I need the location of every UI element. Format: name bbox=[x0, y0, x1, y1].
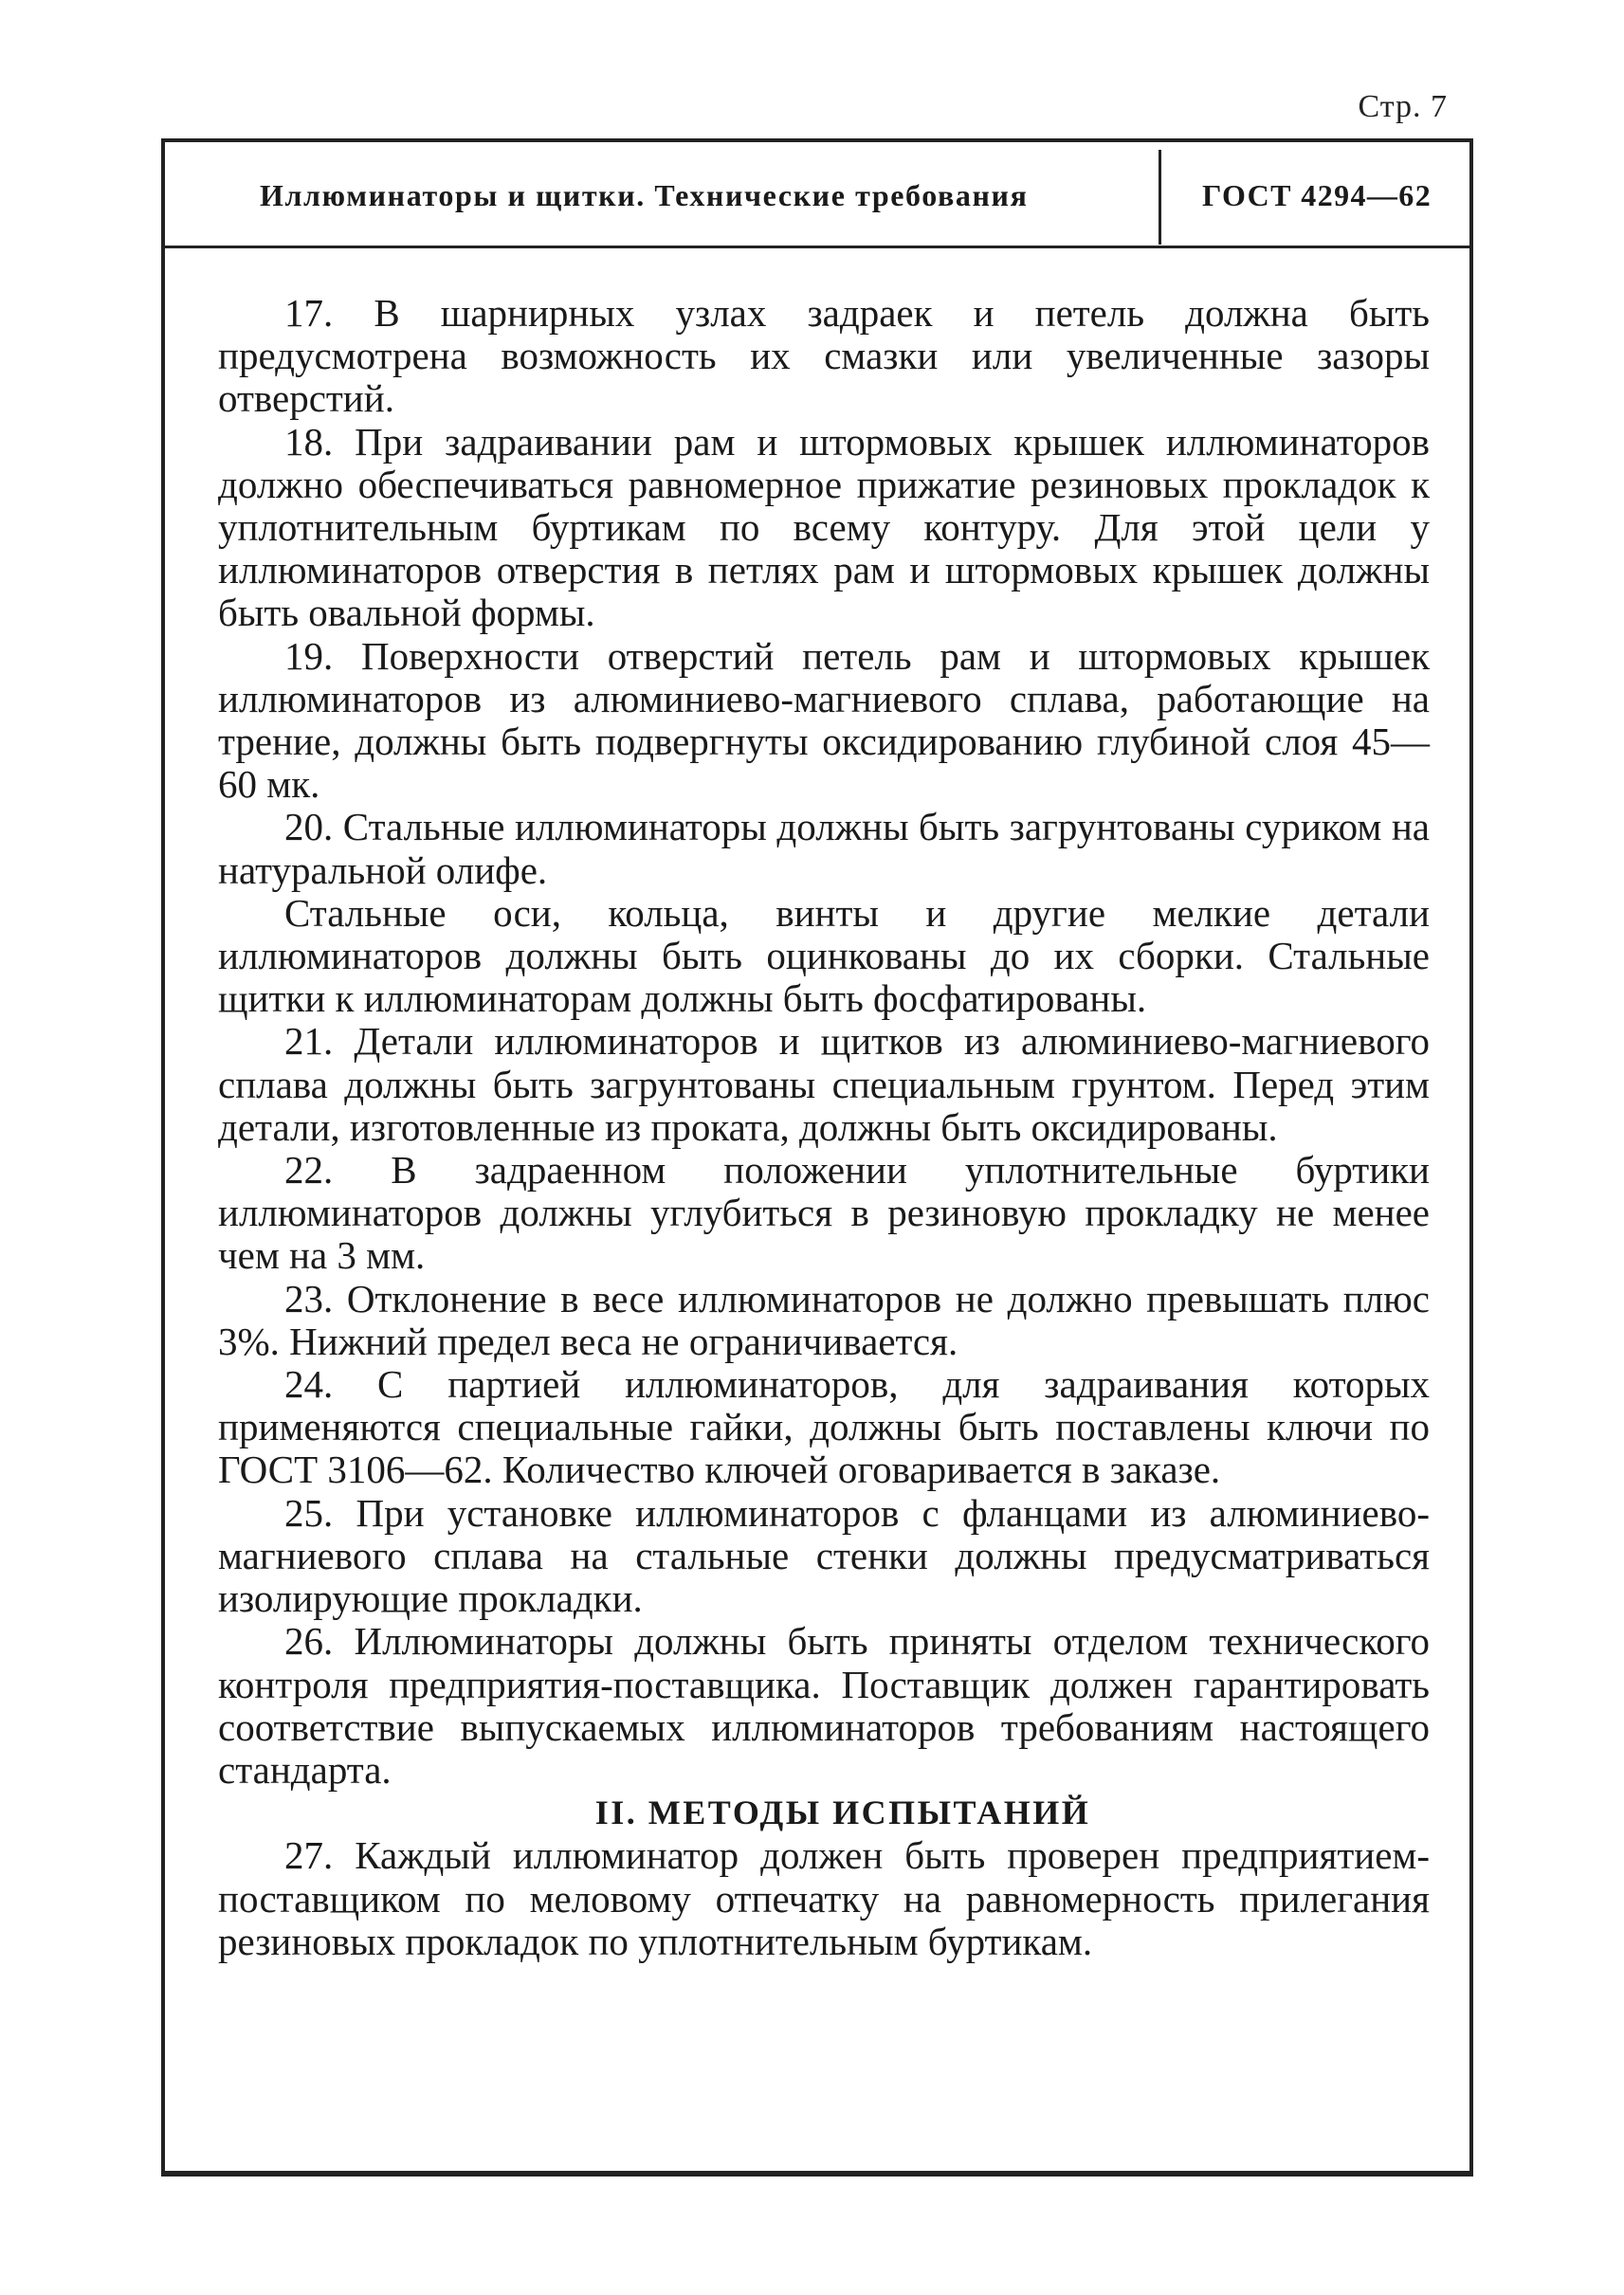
paragraph-26: 26. Иллюминаторы должны быть приняты отделом технического контроля предприятия-поставщика. Поставщик должен гарантировать соответствие выпускаемых иллюминаторов требованиям настоящего стандарта. bbox=[218, 1619, 1430, 1792]
standard-code: ГОСТ 4294—62 bbox=[1202, 178, 1432, 212]
page-number: Стр. 7 bbox=[1358, 89, 1448, 124]
paragraph-27: 27. Каждый иллюминатор должен быть проверен предприятием-поставщиком по меловому отпечатку на равномерность прилегания резиновых прокладок по уплотнительным буртикам. bbox=[218, 1833, 1430, 1963]
paragraph-18: 18. При задраивании рам и штормовых крышек иллюминаторов должно обеспечиваться равномерное прижатие резиновых прокладок к уплотнительным буртикам по всему контуру. Для этой цели у иллюминаторов отверстия в петлях рам и штормовых крышек должны быть овальной формы. bbox=[218, 419, 1430, 635]
paragraph-20-continued: Стальные оси, кольца, винты и другие мелкие детали иллюминаторов должны быть оцинкованы до их сборки. Стальные щитки к иллюминаторам должны быть фосфатированы. bbox=[218, 890, 1430, 1021]
paragraph-24: 24. С партией иллюминаторов, для задраивания которых применяются специальные гайки, должны быть поставлены ключи по ГОСТ 3106—62. Количество ключей оговаривается в заказе. bbox=[218, 1362, 1430, 1492]
header-divider bbox=[1159, 150, 1161, 245]
paragraph-17: 17. В шарнирных узлах задраек и петель должна быть предусмотрена возможность их смазки или увеличенные зазоры отверстий. bbox=[218, 291, 1430, 421]
paragraph-22: 22. В задраенном положении уплотнительные буртики иллюминаторов должны углубиться в резиновую прокладку не менее чем на 3 мм. bbox=[218, 1148, 1430, 1278]
paragraph-21: 21. Детали иллюминаторов и щитков из алюминиево-магниевого сплава должны быть загрунтованы специальным грунтом. Перед этим детали, изготовленные из проката, должны быть оксидированы. bbox=[218, 1019, 1430, 1149]
header-title: Иллюминаторы и щитки. Технические требования bbox=[260, 178, 1029, 212]
paragraph-20: 20. Стальные иллюминаторы должны быть загрунтованы суриком на натуральной олифе. bbox=[218, 805, 1430, 892]
document-body bbox=[218, 292, 1430, 1963]
paragraph-25: 25. При установке иллюминаторов с фланцами из алюминиево-магниевого сплава на стальные стенки должны предусматриваться изолирующие прокладки. bbox=[218, 1490, 1430, 1621]
paragraph-19: 19. Поверхности отверстий петель рам и штормовых крышек иллюминаторов из алюминиево-магниевого сплава, работающие на трение, должны быть подвергнуты оксидированию глубиной слоя 45—60 мк. bbox=[218, 633, 1430, 807]
paragraph-23: 23. Отклонение в весе иллюминаторов не должно превышать плюс 3%. Нижний предел веса не ограничивается. bbox=[218, 1276, 1430, 1363]
section-title: II. МЕТОДЫ ИСПЫТАНИЙ bbox=[594, 1794, 1091, 1832]
document-header bbox=[165, 142, 1469, 248]
page-frame bbox=[161, 138, 1473, 2177]
